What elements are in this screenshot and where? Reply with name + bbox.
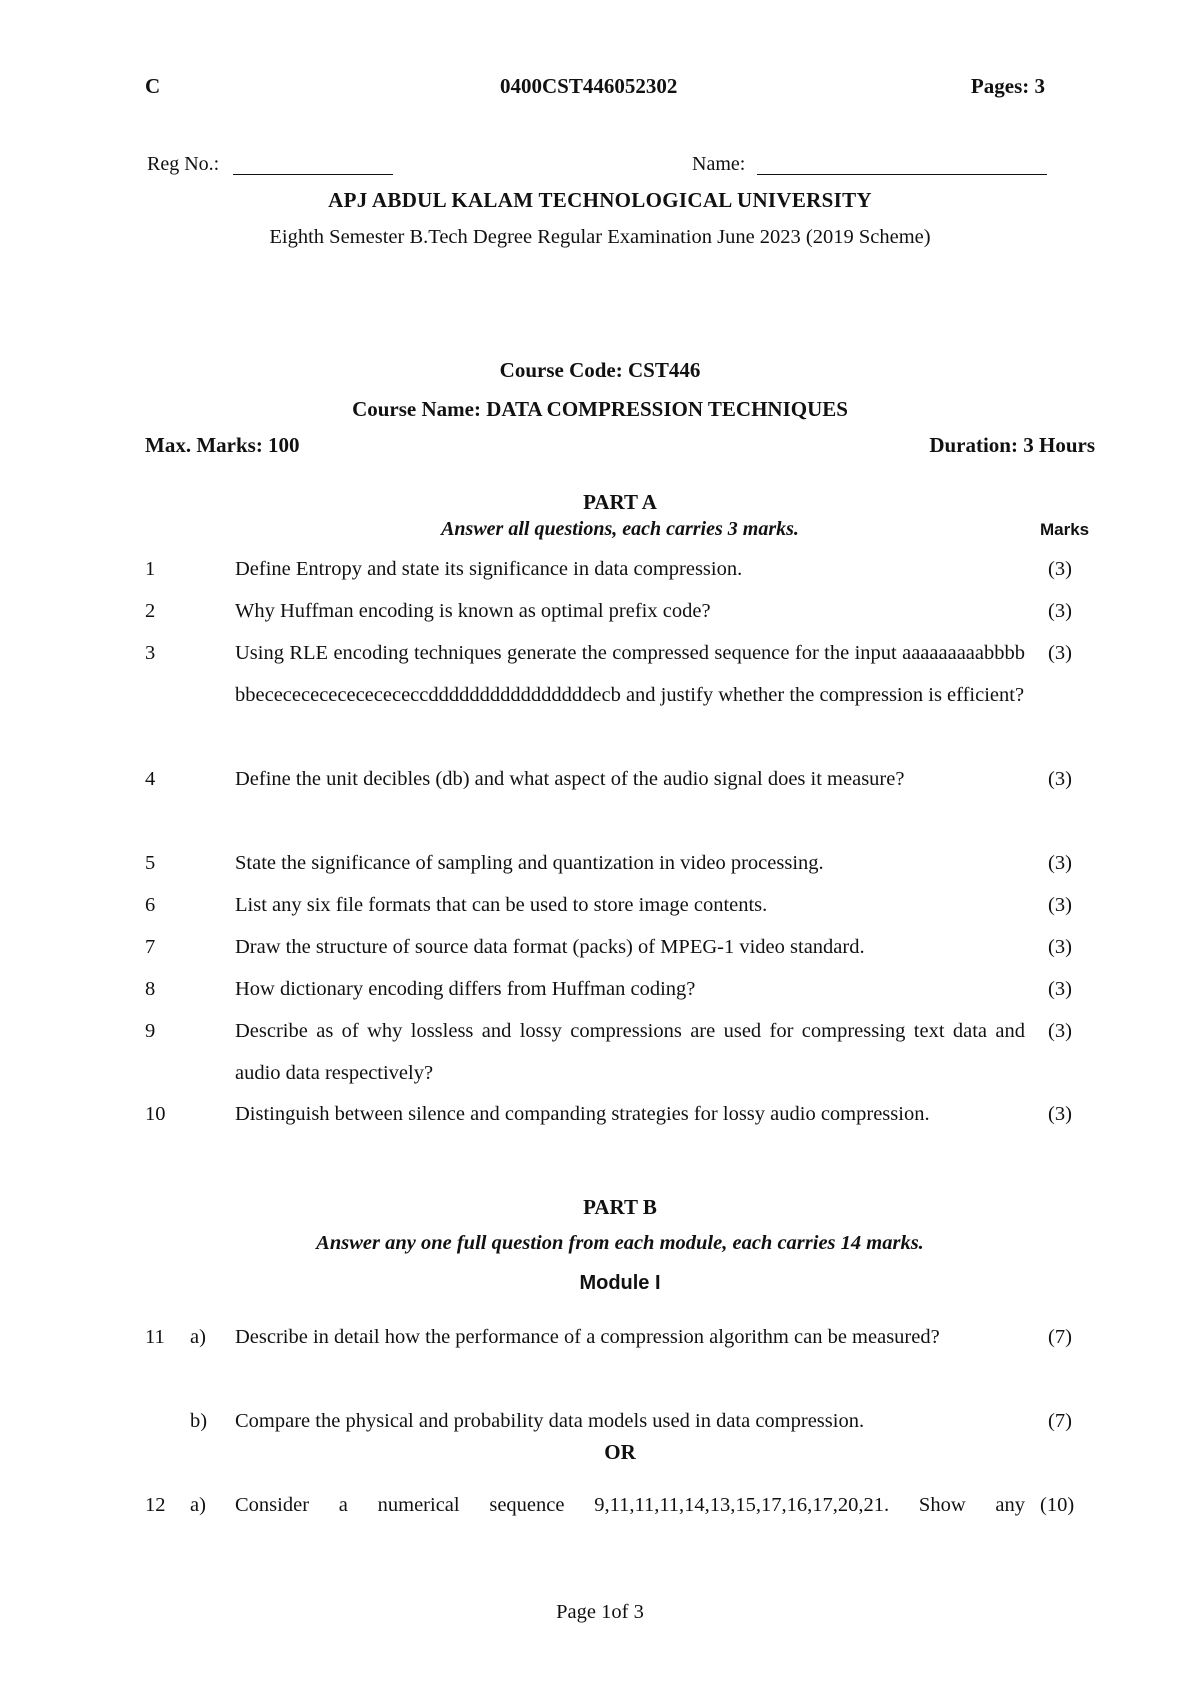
part-a-title: PART A bbox=[583, 490, 657, 514]
reg-no-blank bbox=[233, 174, 393, 175]
question-marks: (10) bbox=[1040, 1494, 1075, 1516]
question-text: Compare the physical and probability data models used in data compression. bbox=[235, 1410, 865, 1432]
part-b-instruction: Answer any one full question from each module, each carries 14 marks. bbox=[316, 1232, 924, 1254]
question-marks: (3) bbox=[1048, 600, 1072, 622]
question-text: List any six file formats that can be used to store image contents. bbox=[235, 894, 768, 916]
question-number: 2 bbox=[145, 600, 156, 622]
question-marks: (3) bbox=[1048, 894, 1072, 916]
question-number: 5 bbox=[145, 852, 156, 874]
question-number: 11 bbox=[145, 1326, 165, 1348]
question-text: Consider a numerical sequence 9,11,11,11,14,13,15,17,16,17,20,21. Show any bbox=[235, 1494, 1025, 1516]
question-number: 4 bbox=[145, 768, 156, 790]
question-marks: (3) bbox=[1048, 642, 1072, 664]
question-number: 1 bbox=[145, 558, 156, 580]
question-text: Define the unit decibles (db) and what aspect of the audio signal does it measure? bbox=[235, 768, 905, 790]
duration: Duration: 3 Hours bbox=[929, 433, 1095, 457]
reg-no-label: Reg No.: bbox=[147, 153, 220, 175]
marks-column-header: Marks bbox=[1040, 520, 1090, 539]
or-separator: OR bbox=[604, 1440, 636, 1464]
question-text: Describe in detail how the performance of a compression algorithm can be measured? bbox=[235, 1326, 940, 1348]
question-number: 9 bbox=[145, 1020, 156, 1042]
paper-set-label: C bbox=[145, 74, 161, 98]
question-marks: (3) bbox=[1048, 558, 1072, 580]
exam-title: Eighth Semester B.Tech Degree Regular Examination June 2023 (2019 Scheme) bbox=[269, 226, 931, 248]
course-code: Course Code: CST446 bbox=[499, 358, 701, 382]
module-heading: Module I bbox=[579, 1272, 661, 1294]
question-text: Describe as of why lossless and lossy compressions are used for compressing text data and audio data respectively? bbox=[235, 1020, 1025, 1084]
page-header bbox=[145, 74, 1045, 104]
question-text: Draw the structure of source data format (packs) of MPEG-1 video standard. bbox=[235, 936, 865, 958]
question-number: 12 bbox=[145, 1494, 166, 1516]
candidate-details bbox=[147, 153, 1047, 183]
course-name: Course Name: DATA COMPRESSION TECHNIQUES bbox=[352, 397, 848, 421]
question-number: 6 bbox=[145, 894, 156, 916]
part-a-instruction: Answer all questions, each carries 3 marks. bbox=[441, 518, 799, 540]
question-text: Define Entropy and state its significance in data compression. bbox=[235, 558, 743, 580]
sub-question-label: a) bbox=[190, 1494, 206, 1516]
question-text: Distinguish between silence and companding strategies for lossy audio compression. bbox=[235, 1103, 930, 1125]
question-number: 7 bbox=[145, 936, 156, 958]
name-label: Name: bbox=[692, 153, 746, 175]
question-number: 3 bbox=[145, 642, 156, 664]
max-marks: Max. Marks: 100 bbox=[145, 433, 300, 457]
part-b-title: PART B bbox=[583, 1195, 657, 1219]
question-marks: (3) bbox=[1048, 1020, 1072, 1042]
question-text: Using RLE encoding techniques generate the compressed sequence for the input aaaaaaaaabbbbbbecececececececececcddddddddddddddddecb and justify whether the compression is efficient? bbox=[235, 642, 1025, 706]
question-marks: (7) bbox=[1048, 1410, 1072, 1432]
question-marks: (3) bbox=[1048, 1103, 1072, 1125]
question-marks: (7) bbox=[1048, 1326, 1072, 1348]
question-text: Why Huffman encoding is known as optimal prefix code? bbox=[235, 600, 711, 622]
sub-question-label: b) bbox=[190, 1410, 208, 1432]
page-count: Pages: 3 bbox=[970, 74, 1045, 98]
question-number: 10 bbox=[145, 1103, 166, 1125]
question-marks: (3) bbox=[1048, 852, 1072, 874]
question-marks: (3) bbox=[1048, 936, 1072, 958]
paper-code: 0400CST446052302 bbox=[500, 74, 678, 98]
question-marks: (3) bbox=[1048, 768, 1072, 790]
name-blank bbox=[757, 174, 1047, 175]
question-text: How dictionary encoding differs from Huffman coding? bbox=[235, 978, 696, 1000]
page-footer: Page 1of 3 bbox=[556, 1601, 644, 1623]
university-title: APJ ABDUL KALAM TECHNOLOGICAL UNIVERSITY bbox=[328, 188, 872, 212]
question-text: State the significance of sampling and quantization in video processing. bbox=[235, 852, 824, 874]
marks-duration-row bbox=[145, 433, 1095, 463]
question-marks: (3) bbox=[1048, 978, 1072, 1000]
sub-question-label: a) bbox=[190, 1326, 206, 1348]
question-number: 8 bbox=[145, 978, 156, 1000]
